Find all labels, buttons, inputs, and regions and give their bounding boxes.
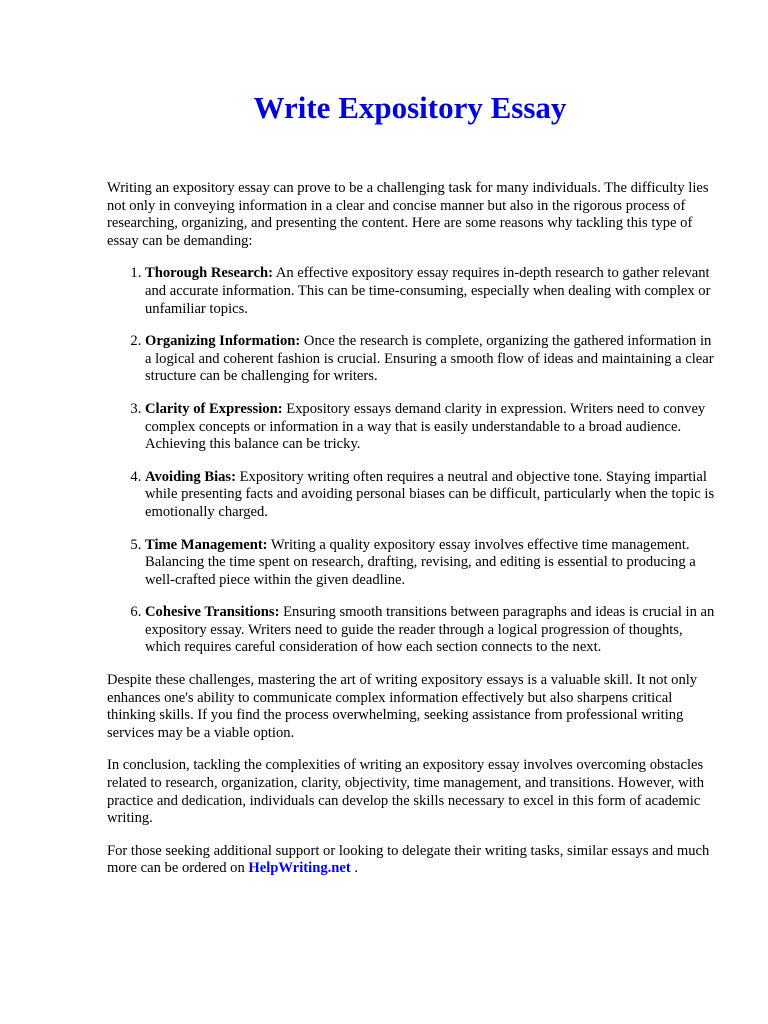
page-title: Write Expository Essay (253, 90, 567, 125)
reasons-list (107, 265, 715, 657)
list-item-text: Once the research is complete, organizing the gathered information in a logical and coherent fashion is crucial. Ensuring a smooth flow of ideas and maintaining a clear structure can be challenging for writers. (145, 333, 714, 385)
list-item-heading: Cohesive Transitions: (145, 604, 280, 621)
list-item (145, 604, 715, 657)
intro-paragraph: Writing an expository essay can prove to be a challenging task for many individuals. The difficulty lies not only in conveying information in a clear and concise manner but also in the rigorous process of researching, organizing, and presenting the content. Here are some reasons why tackling this type of essay can be demanding: (107, 180, 709, 249)
list-item (145, 469, 715, 522)
closing-trailing-text: . (350, 860, 359, 877)
list-item (145, 333, 715, 386)
list-item-text: Expository essays demand clarity in expression. Writers need to convey complex concepts or information in a way that is easily understandable to a broad audience. Achieving this balance can be tricky. (145, 400, 706, 453)
list-item-heading: Organizing Information: (145, 333, 301, 350)
closing-paragraph (107, 843, 715, 878)
essay-body (107, 180, 715, 893)
conclusion-paragraph: In conclusion, tackling the complexities of writing an expository essay involves overcoming obstacles related to research, organization, clarity, objectivity, time management, and transitions. However, with practice and dedication, individuals can develop the skills necessary to excel in this form of academic writing. (107, 757, 705, 827)
list-item (145, 265, 715, 318)
list-item-heading: Avoiding Bias: (145, 468, 236, 485)
list-item-text: An effective expository essay requires in-depth research to gather relevant and accurate information. This can be time-consuming, especially when dealing with complex or unfamiliar topics. (145, 265, 711, 317)
list-item-text: Writing a quality expository essay involves effective time management. Balancing the time spent on research, drafting, revising, and editing is essential to producing a well-crafted piece within the given deadline. (145, 536, 696, 588)
closing-text: For those seeking additional support or looking to delegate their writing tasks, similar essays and much more can be ordered on (107, 842, 710, 877)
list-item-heading: Thorough Research: (145, 265, 273, 282)
list-item-heading: Clarity of Expression: (145, 400, 283, 417)
list-item-text: Expository writing often requires a neutral and objective tone. Staying impartial while presenting facts and avoiding personal biases can be difficult, particularly when the topic is emotionally charged. (145, 468, 715, 520)
list-item-text: Ensuring smooth transitions between paragraphs and ideas is crucial in an expository essay. Writers need to guide the reader through a logical progression of thoughts, which requires careful consideration of how each section connects to the next. (145, 604, 715, 656)
list-item-heading: Time Management: (145, 536, 268, 553)
helpwriting-link[interactable]: HelpWriting.net (248, 860, 351, 877)
challenges-paragraph: Despite these challenges, mastering the art of writing expository essays is a valuable skill. It not only enhances one's ability to communicate complex information effectively but also sharpens critical thinking skills. If you find the process overwhelming, seeking assistance from professional writing services may be a viable option. (107, 672, 698, 741)
list-item (145, 537, 715, 590)
list-item (145, 401, 715, 454)
